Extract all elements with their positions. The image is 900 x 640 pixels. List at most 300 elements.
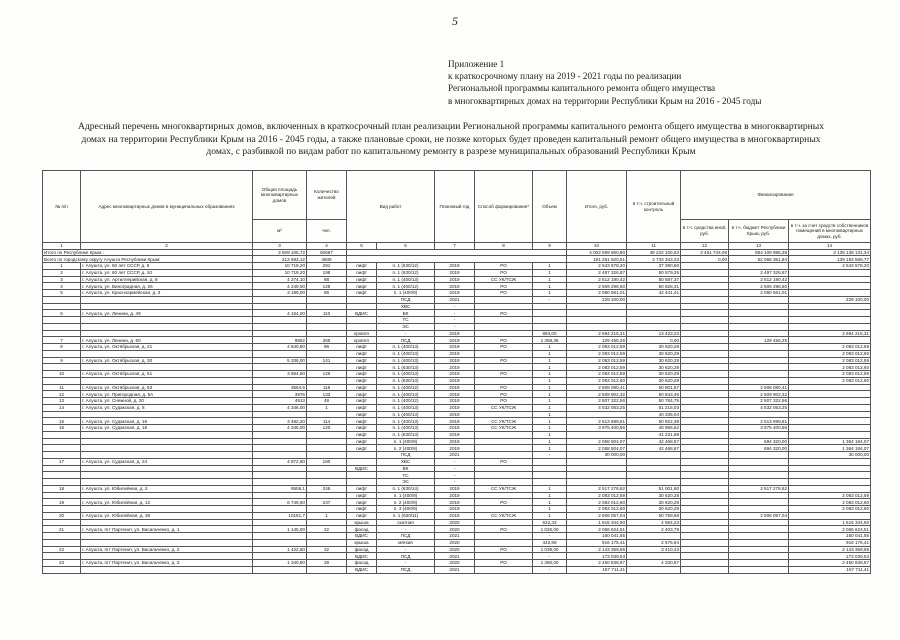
row-address: г. Алушта, ул. Юбилейная, д. 38 (81, 512, 253, 519)
row-year: 2019 (435, 344, 475, 351)
row-address (81, 519, 253, 526)
row-control: 50 828,31 (627, 283, 681, 290)
row-address: г. Алушта, ул. Октябрьская, д. 51 (81, 371, 253, 378)
row-control (627, 553, 681, 560)
row-year: 2019 (435, 398, 475, 405)
row-work-item: ТС (377, 472, 435, 479)
row-fin-local (681, 472, 729, 479)
row-work-item: п. 1 (400/13) (377, 276, 435, 283)
row-volume: 1 (533, 398, 567, 405)
row-work-group (347, 303, 377, 310)
row-total: 229 100,00 (567, 296, 627, 303)
row-control (627, 458, 681, 465)
row-work-group: кровля (347, 330, 377, 337)
row-work-item: п. 1 (400/12) (377, 283, 435, 290)
row-area: 4 154,00 (253, 310, 307, 317)
row-volume: 1 (533, 371, 567, 378)
row-total (567, 431, 627, 438)
row-area (253, 323, 307, 330)
row-address: г. Алушта, пгт Партенит, ул. Васильченко, д. 1 (81, 526, 253, 533)
row-address (81, 465, 253, 472)
row-number: 16 (43, 425, 81, 432)
row-address: г. Алушта, ул. Октябрьская, д. 53 (81, 384, 253, 391)
row-residents: 125 (307, 371, 347, 378)
row-total (567, 472, 627, 479)
row-year: 2019 (435, 431, 475, 438)
row-total: 2 083 012,59 (567, 371, 627, 378)
row-volume: 1 (533, 485, 567, 492)
row-address (81, 323, 253, 330)
row-work-group: кровля (347, 337, 377, 344)
row-work-group (347, 458, 377, 465)
row-area (253, 539, 307, 546)
row-work-group: лифт (347, 344, 377, 351)
row-volume (533, 323, 567, 330)
row-address (81, 377, 253, 384)
col-header-method: Способ формирования* (475, 171, 533, 243)
unit-residents: чел. (307, 220, 347, 243)
row-method: СС УК/ТСЖ (475, 276, 533, 283)
row-fin-owners (789, 425, 871, 432)
row-residents: 291 (307, 263, 347, 270)
row-volume (533, 458, 567, 465)
row-work-item: п. 1 (630/12) (377, 263, 435, 270)
row-method (475, 350, 533, 357)
row-residents (307, 330, 347, 337)
row-year: 2019 (435, 411, 475, 418)
row-method: РО (475, 357, 533, 364)
row-number: 6 (43, 310, 81, 317)
row-fin-local (681, 533, 729, 540)
row-total: 2 512 190,42 (567, 276, 627, 283)
row-year: - (435, 465, 475, 472)
column-number: 7 (435, 243, 475, 250)
row-work-group (347, 479, 377, 486)
row-year: 2019 (435, 438, 475, 445)
column-number: 3 (253, 243, 307, 250)
row-address: г. Алушта, ул. 60 лет СССР, д. 10 (81, 269, 253, 276)
row-fin-budget (729, 539, 789, 546)
row-year: 2019 (435, 337, 475, 344)
row-fin-budget (729, 526, 789, 533)
row-volume (533, 465, 567, 472)
row-control: 50 759,68 (627, 512, 681, 519)
row-year: 2020 (435, 526, 475, 533)
row-number (43, 492, 81, 499)
row-area (253, 553, 307, 560)
row-fin-budget (729, 553, 789, 560)
row-work-group: лифт (347, 384, 377, 391)
row-total (567, 317, 627, 324)
row-number: 11 (43, 384, 81, 391)
row-year: 2020 (435, 560, 475, 567)
row-total: 2 450 838,87 (567, 560, 627, 567)
summary-fin-local: 3 451 744,08 (681, 249, 729, 256)
annex-line: в многоквартирных домах на территории Республики Крым на 2016 - 2045 годы (448, 95, 762, 106)
row-control: 50 587,37 (627, 276, 681, 283)
column-number: 11 (627, 243, 681, 250)
row-address: г. Алушта, ул. Красноармейская, д. 3 (81, 290, 253, 297)
row-fin-owners: 2 066 624,51 (789, 526, 871, 533)
row-work-item: - (377, 330, 435, 337)
row-fin-budget (729, 479, 789, 486)
row-work-item: п. 1 (400/13) (377, 418, 435, 425)
row-residents (307, 411, 347, 418)
row-work-group: лифт (347, 438, 377, 445)
row-work-group (347, 317, 377, 324)
col-header-num: № п/п (43, 171, 81, 243)
row-fin-local (681, 526, 729, 533)
row-number: 9 (43, 357, 81, 364)
row-work-item: п. 1 (630/13) (377, 431, 435, 438)
row-fin-local (681, 344, 729, 351)
row-control (627, 472, 681, 479)
table-row (43, 438, 871, 445)
row-fin-budget: 2 497 326,87 (729, 269, 789, 276)
row-fin-owners (789, 404, 871, 411)
row-method: РО (475, 344, 533, 351)
row-control: 0,00 (627, 337, 681, 344)
row-residents (307, 539, 347, 546)
table-row (43, 263, 871, 270)
row-volume: 1 (533, 384, 567, 391)
summary-spacer (347, 256, 567, 263)
row-volume: - (533, 566, 567, 573)
row-fin-budget (729, 411, 789, 418)
row-control: 42 468,67 (627, 445, 681, 452)
row-fin-owners (789, 269, 871, 276)
row-fin-budget (729, 371, 789, 378)
row-fin-owners: 160 041,55 (789, 533, 871, 540)
row-volume: 1 (533, 263, 567, 270)
row-volume: 1 (533, 364, 567, 371)
row-fin-owners (789, 411, 871, 418)
row-method (475, 431, 533, 438)
row-fin-local (681, 398, 729, 405)
row-method (475, 472, 533, 479)
row-work-group: лифт (347, 418, 377, 425)
row-year: 2019 (435, 485, 475, 492)
row-method (475, 539, 533, 546)
table-row (43, 566, 871, 573)
row-year: 2021 (435, 296, 475, 303)
row-method: РО (475, 546, 533, 553)
row-number (43, 445, 81, 452)
row-address (81, 472, 253, 479)
row-area (253, 445, 307, 452)
row-work-item: ЭС (377, 479, 435, 486)
row-number (43, 519, 81, 526)
row-fin-local (681, 276, 729, 283)
row-address (81, 296, 253, 303)
row-fin-budget (729, 364, 789, 371)
row-total (567, 458, 627, 465)
row-residents: 133 (307, 391, 347, 398)
row-total: 2 517 278,62 (567, 485, 627, 492)
row-total: 2 509 902,32 (567, 391, 627, 398)
table-row (43, 458, 871, 465)
row-area (253, 566, 307, 573)
row-fin-local (681, 323, 729, 330)
row-fin-budget: 2 509 902,32 (729, 391, 789, 398)
row-year: 2021 (435, 533, 475, 540)
row-address: г. Алушта, ул. Юбилейная, д. 12 (81, 499, 253, 506)
row-area (253, 452, 307, 459)
row-fin-owners (789, 323, 871, 330)
row-year: 2019 (435, 290, 475, 297)
row-year: 2019 (435, 371, 475, 378)
row-work-item: п. 1 (400/13) (377, 425, 435, 432)
row-work-item: п. 1 (400/13) (377, 357, 435, 364)
row-total: 2 058 504,07 (567, 438, 627, 445)
row-work-group: лифт (347, 391, 377, 398)
row-fin-local (681, 553, 729, 560)
row-work-item: мягкая (377, 539, 435, 546)
row-work-item: ХВС (377, 458, 435, 465)
row-work-group: лифт (347, 425, 377, 432)
row-year: 2019 (435, 276, 475, 283)
row-area (253, 492, 307, 499)
row-fin-owners (789, 303, 871, 310)
row-residents (307, 519, 347, 526)
row-method (475, 519, 533, 526)
row-fin-owners (789, 283, 871, 290)
row-work-item: п. 1 (400/13) (377, 404, 435, 411)
row-volume: - (533, 533, 567, 540)
row-control: 42 441,41 (627, 290, 681, 297)
row-work-group: крыша (347, 539, 377, 546)
row-control (627, 479, 681, 486)
row-residents: 110 (307, 310, 347, 317)
row-address: г. Алушта, ул. Виноградная, д. 26 (81, 283, 253, 290)
summary-fin-local: 0,00 (681, 256, 729, 263)
row-fin-owners (789, 337, 871, 344)
column-number: 1 (43, 243, 81, 250)
table-row (43, 364, 871, 371)
row-fin-local (681, 364, 729, 371)
row-control: 51 001,60 (627, 485, 681, 492)
row-residents (307, 364, 347, 371)
row-year: 2019 (435, 445, 475, 452)
summary-total: 4 002 699 860,80 (567, 249, 627, 256)
summary-area: 3 509 105,72 (253, 249, 307, 256)
row-address: г. Алушта, ул. Пригородная, д. 5А (81, 391, 253, 398)
row-residents: 86 (307, 290, 347, 297)
row-fin-budget (729, 492, 789, 499)
row-address (81, 364, 253, 371)
row-volume: 1 (533, 411, 567, 418)
row-residents (307, 431, 347, 438)
row-method: СС УК/ТСЖ (475, 418, 533, 425)
row-fin-owners: 1 615 344,50 (789, 519, 871, 526)
row-fin-budget: 2 080 561,01 (729, 290, 789, 297)
table-row (43, 269, 871, 276)
row-area: 4 274,10 (253, 276, 307, 283)
row-address (81, 411, 253, 418)
row-volume: 1 (533, 357, 567, 364)
row-number (43, 465, 81, 472)
row-fin-budget: 2 508 080,41 (729, 384, 789, 391)
summary-row (43, 249, 871, 256)
row-total: 2 083 012,59 (567, 364, 627, 371)
table-row (43, 357, 871, 364)
row-fin-budget (729, 458, 789, 465)
row-year: 2021 (435, 566, 475, 573)
row-total: 2 083 012,59 (567, 344, 627, 351)
table-row (43, 485, 871, 492)
row-fin-owners: 2 450 838,87 (789, 560, 871, 567)
row-work-group: лифт (347, 276, 377, 283)
column-number-row (43, 243, 871, 250)
row-work-group: ВДИС (347, 310, 377, 317)
table-row (43, 519, 871, 526)
row-fin-owners (789, 485, 871, 492)
row-area (253, 519, 307, 526)
row-method (475, 465, 533, 472)
row-area: 6 749,50 (253, 499, 307, 506)
row-total: 2 066 624,51 (567, 526, 627, 533)
row-fin-budget (729, 533, 789, 540)
row-residents (307, 553, 347, 560)
row-work-item: п. 1 (400/12) (377, 384, 435, 391)
row-fin-local (681, 310, 729, 317)
row-residents (307, 438, 347, 445)
row-total: 2 497 326,87 (567, 269, 627, 276)
col-header-address: Адрес многоквартирных домов в муниципальных образованиях (81, 171, 253, 243)
summary-residents: 4609 (307, 256, 347, 263)
table-row (43, 296, 871, 303)
row-work-group: лифт (347, 357, 377, 364)
row-work-group: лифт (347, 499, 377, 506)
row-total (567, 479, 627, 486)
row-fin-local (681, 479, 729, 486)
row-method: СС УК/ТСЖ (475, 485, 533, 492)
heading-line: домах на территории Республики Крым на 2016 - 2045 годы, а также плановые сроки, не позже которых будет проведен капитальный ремонт общего имущества в многоквартирных (81, 133, 821, 145)
row-address (81, 492, 253, 499)
row-year: 2019 (435, 404, 475, 411)
row-area (253, 364, 307, 371)
row-work-item: - (377, 526, 435, 533)
row-number: 10 (43, 371, 81, 378)
row-work-item: ПСД (377, 553, 435, 560)
row-number (43, 330, 81, 337)
row-method (475, 492, 533, 499)
row-fin-local (681, 283, 729, 290)
row-method (475, 364, 533, 371)
row-total (567, 465, 627, 472)
table-row (43, 492, 871, 499)
row-address (81, 317, 253, 324)
row-fin-owners (789, 458, 871, 465)
row-year: - (435, 323, 475, 330)
row-area (253, 506, 307, 513)
col-header-work-type: Вид работ (347, 171, 435, 243)
row-area (253, 303, 307, 310)
row-address: г. Алушта, ул. Октябрьская, д. 21 (81, 344, 253, 351)
row-number: 21 (43, 526, 81, 533)
row-fin-owners (789, 290, 871, 297)
row-fin-owners: 916 175,41 (789, 539, 871, 546)
row-fin-local (681, 337, 729, 344)
row-fin-owners: 2 083 012,59 (789, 492, 871, 499)
row-work-group: лифт (347, 290, 377, 297)
row-fin-budget (729, 431, 789, 438)
row-work-group: крыша (347, 519, 377, 526)
row-total: 2 543 578,20 (567, 263, 627, 270)
row-area: 10181,7 (253, 512, 307, 519)
row-number (43, 350, 81, 357)
unit-area: м² (253, 220, 307, 243)
table-row (43, 533, 871, 540)
row-number: 2 (43, 269, 81, 276)
row-number: 22 (43, 546, 81, 553)
row-area (253, 296, 307, 303)
row-total: 2 143 359,65 (567, 546, 627, 553)
row-total: 2 083 012,59 (567, 350, 627, 357)
row-address: г. Алушта, ул. Артиллерийская, д. 8 (81, 276, 253, 283)
row-work-item: ПСД (377, 566, 435, 573)
row-fin-local (681, 485, 729, 492)
row-year: - (435, 310, 475, 317)
row-fin-owners: 173 039,53 (789, 553, 871, 560)
row-fin-owners (789, 431, 871, 438)
row-fin-local (681, 465, 729, 472)
row-volume (533, 472, 567, 479)
row-volume: 1 (533, 492, 567, 499)
row-work-item: ЭС (377, 323, 435, 330)
annex-line: Региональной программы капитального ремонта общего имущества (448, 83, 716, 94)
table-row (43, 391, 871, 398)
row-number: 17 (43, 458, 81, 465)
row-residents: 128 (307, 283, 347, 290)
row-fin-budget: 694 320,00 (729, 438, 789, 445)
row-total: 167 711,41 (567, 566, 627, 573)
row-fin-owners (789, 465, 871, 472)
row-number: 15 (43, 418, 81, 425)
row-control (627, 452, 681, 459)
row-residents (307, 323, 347, 330)
heading-line: домах, с разбивкой по видам работ по капитальному ремонту в разрезе муниципальных образований Республики Крым (206, 146, 696, 158)
row-fin-owners: 2 083 012,60 (789, 350, 871, 357)
row-fin-budget (729, 317, 789, 324)
row-fin-owners (789, 398, 871, 405)
row-residents: 1 (307, 404, 347, 411)
row-residents (307, 317, 347, 324)
row-volume: 1 (533, 283, 567, 290)
row-area: 1 340,80 (253, 560, 307, 567)
row-fin-owners (789, 276, 871, 283)
row-total (567, 411, 627, 418)
row-area: 5 336,00 (253, 357, 307, 364)
row-fin-budget (729, 357, 789, 364)
col-header-total: Итого, руб. (567, 171, 627, 243)
summary-residents: 92667 (307, 249, 347, 256)
row-number: 5 (43, 290, 81, 297)
row-residents (307, 303, 347, 310)
row-fin-local (681, 296, 729, 303)
row-control: 30 620,29 (627, 350, 681, 357)
row-work-group: лифт (347, 269, 377, 276)
row-method (475, 566, 533, 573)
row-fin-budget: 2 506 057,04 (729, 512, 789, 519)
row-method (475, 533, 533, 540)
summary-row (43, 256, 871, 263)
row-total: 2 083 012,59 (567, 357, 627, 364)
annex-line: к краткосрочному плану на 2019 - 2021 годы по реализации (448, 71, 682, 82)
row-total: 2 083 012,60 (567, 506, 627, 513)
row-address (81, 452, 253, 459)
row-fin-budget (729, 330, 789, 337)
